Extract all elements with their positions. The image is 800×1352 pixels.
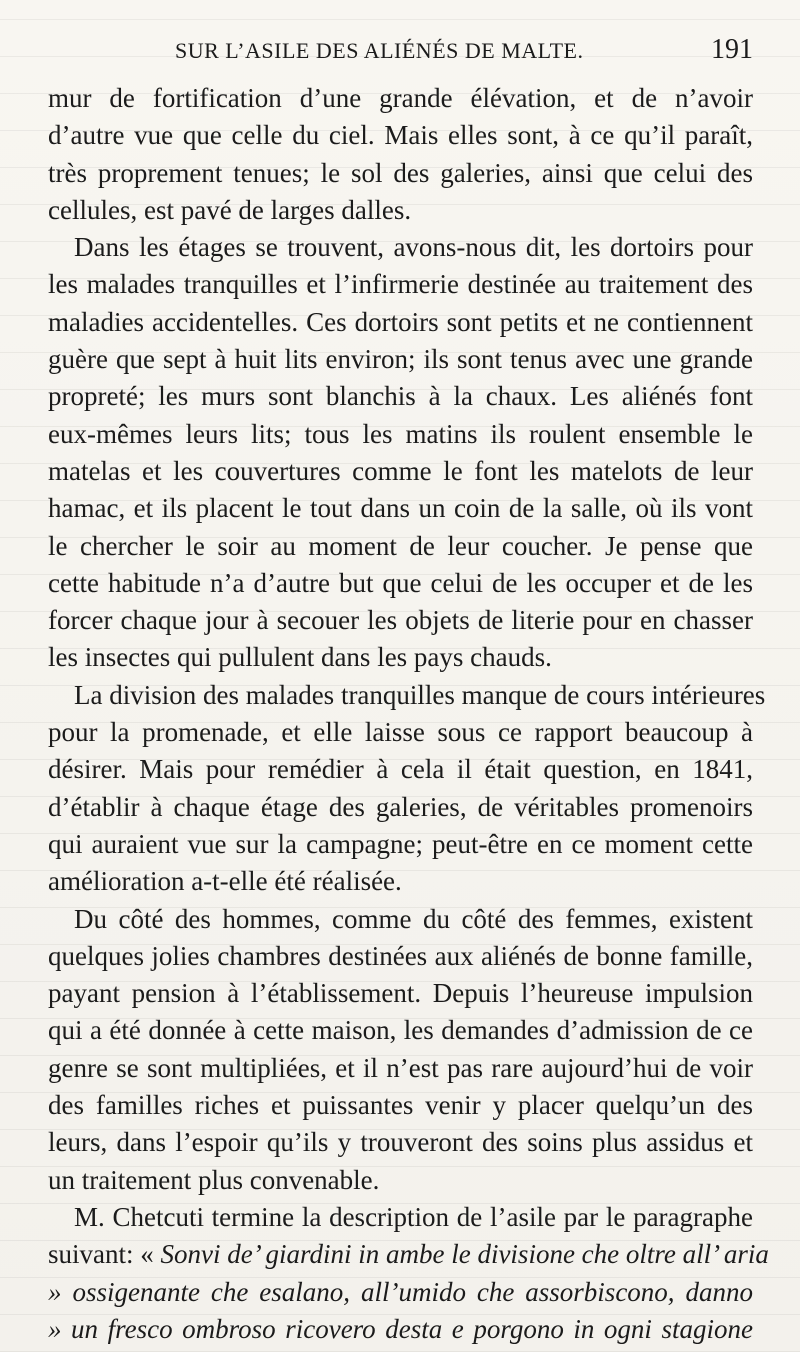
text-line: M. Chetcuti termine la description de l’asile par le paragraphe	[74, 1201, 753, 1232]
italic-quote: Sonvi de’ giardini in ambe le divisione che oltre all’ aria	[160, 1239, 769, 1270]
text-line: qui auraient vue sur la campagne; peut-être en ce moment cette	[48, 828, 753, 859]
text-line: le chercher le soir au moment de leur coucher. Je pense que	[48, 530, 753, 561]
text-line: qui a été donnée à cette maison, les demandes d’admission de ce	[48, 1015, 753, 1046]
running-title: SUR L’ASILE DES ALIÉNÉS DE MALTE.	[175, 38, 584, 63]
quote-lead: suivant: «	[48, 1239, 161, 1270]
text-line: eux-mêmes leurs lits; tous les matins ils roulent ensemble le	[48, 418, 753, 449]
italic-quote-line: » un fresco ombroso ricovero desta e porgono in ogni stagione	[48, 1313, 753, 1344]
text-line: amélioration a-t-elle été réalisée.	[48, 866, 402, 897]
text-line: genre se sont multipliées, et il n’est pas rare aujourd’hui de voir	[48, 1052, 753, 1083]
text-line: très proprement tenues; le sol des galeries, ainsi que celui des	[48, 157, 753, 188]
text-line: Du côté des hommes, comme du côté des femmes, existent	[74, 903, 753, 934]
text-line: payant pension à l’établissement. Depuis l’heureuse impulsion	[48, 978, 753, 1009]
text-line: Dans les étages se trouvent, avons-nous dit, les dortoirs pour	[74, 232, 753, 263]
text-line: La division des malades tranquilles manque de cours intérieures	[74, 679, 766, 710]
body-text	[48, 80, 769, 1348]
text-line: propreté; les murs sont blanchis à la chaux. Les aliénés font	[48, 381, 753, 412]
text-line: les insectes qui pullulent dans les pays chauds.	[48, 642, 552, 673]
text-line: quelques jolies chambres destinées aux aliénés de bonne famille,	[48, 940, 753, 971]
text-line: leurs, dans l’espoir qu’ils y trouveront des soins plus assidus et	[48, 1127, 753, 1158]
text-line: d’autre vue que celle du ciel. Mais elles sont, à ce qu’il paraît,	[48, 120, 753, 151]
text-line: des familles riches et puissantes venir y placer quelqu’un des	[48, 1090, 753, 1121]
text-line: forcer chaque jour à secouer les objets de literie pour en chasser	[48, 605, 753, 636]
text-line: cellules, est pavé de larges dalles.	[48, 194, 412, 225]
text-line: cette habitude n’a d’autre but que celui de les occuper et de les	[48, 567, 753, 598]
page-number: 191	[711, 34, 753, 65]
text-line: mur de fortification d’une grande élévation, et de n’avoir	[48, 83, 753, 113]
text-line: un traitement plus convenable.	[48, 1164, 380, 1195]
text-line: guère que sept à huit lits environ; ils sont tenus avec une grande	[48, 344, 753, 375]
italic-quote-line: » ossigenante che esalano, all’umido che assorbiscono, danno	[48, 1276, 753, 1307]
text-line: pour la promenade, et elle laisse sous ce rapport beaucoup à	[48, 717, 753, 748]
running-header	[48, 30, 753, 70]
text-line-quote	[48, 1236, 769, 1273]
text-line: maladies accidentelles. Ces dortoirs sont petits et ne contiennent	[48, 306, 753, 337]
text-line: désirer. Mais pour remédier à cela il était question, en 1841,	[48, 754, 753, 785]
text-line: d’établir à chaque étage des galeries, de véritables promenoirs	[48, 791, 753, 822]
text-line: matelas et les couvertures comme le font les matelots de leur	[48, 455, 753, 486]
text-line: hamac, et ils placent le tout dans un coin de la salle, où ils vont	[48, 493, 753, 524]
text-line: les malades tranquilles et l’infirmerie destinée au traitement des	[48, 269, 753, 300]
